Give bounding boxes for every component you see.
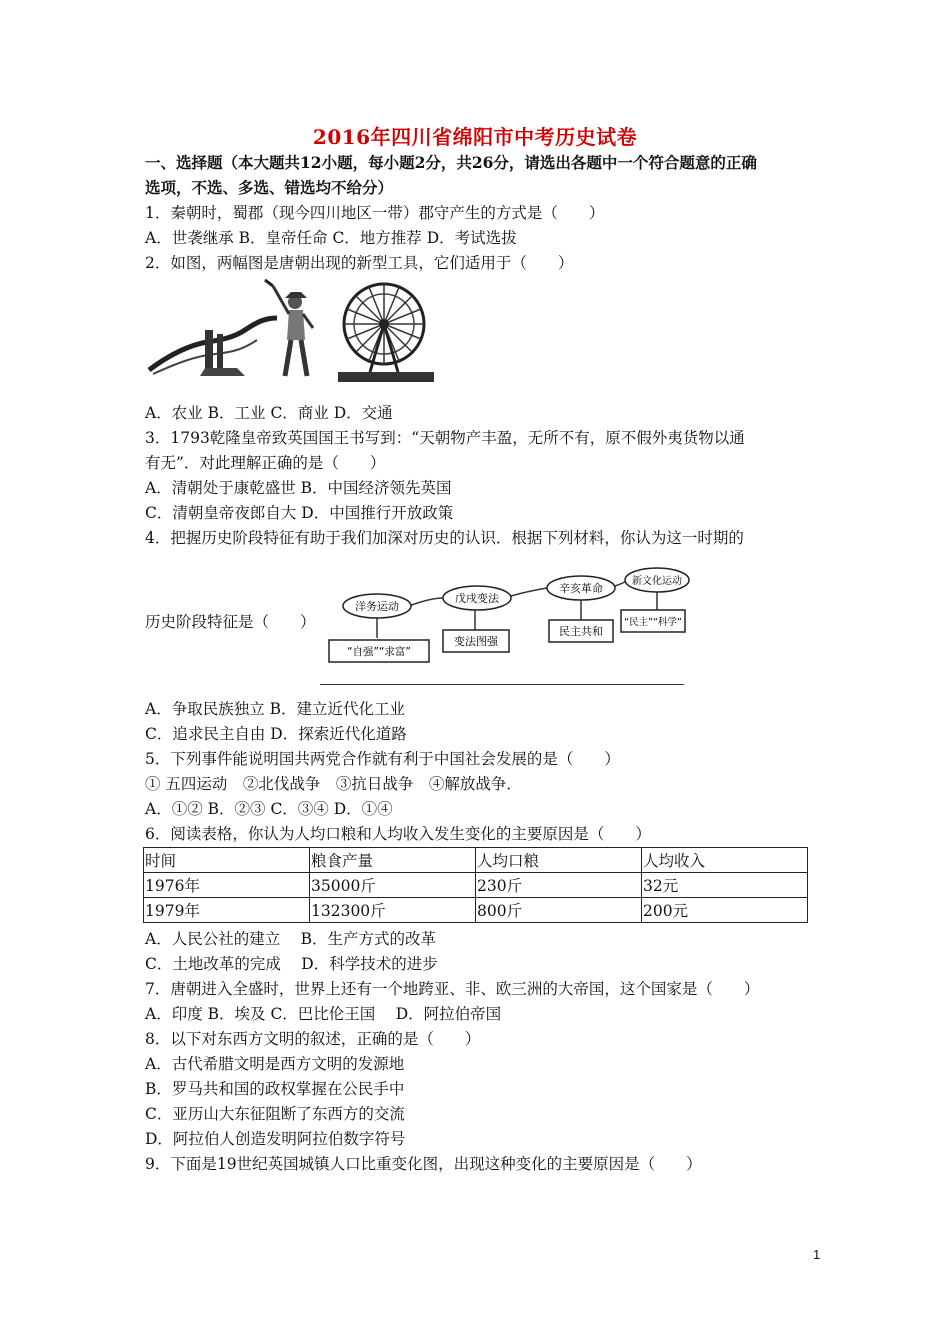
question-6: 6．阅读表格，你认为人均口粮和人均收入发生变化的主要原因是（ ） [145, 825, 651, 843]
q4-event-label: 洋务运动 [355, 600, 399, 613]
question-5-options: A．①② B．②③ C．③④ D．①④ [145, 800, 393, 818]
q4-event-label: 戊戌变法 [455, 592, 499, 605]
question-2: 2．如图，两幅图是唐朝出现的新型工具，它们适用于（ ） [145, 254, 574, 272]
q4-event-label: 辛亥革命 [559, 582, 603, 595]
question-4-line1: 4．把握历史阶段特征有助于我们加深对历史的认识．根据下列材料，你认为这一时期的 [145, 529, 744, 547]
table-cell: 800斤 [476, 898, 642, 923]
section-heading-line2: 选项，不选、多选、错选均不给分） [145, 178, 394, 197]
question-5: 5．下列事件能说明国共两党合作就有利于中国社会发展的是（ ） [145, 750, 620, 768]
q4-theme-label: 民主共和 [559, 625, 603, 638]
q4-theme-label: “民主”“科学” [624, 617, 682, 628]
question-8: 8．以下对东西方文明的叙述，正确的是（ ） [145, 1030, 481, 1048]
page-title: 2016年四川省绵阳市中考历史试卷 [312, 125, 638, 149]
question-3-line2: 有无”．对此理解正确的是（ ） [145, 454, 386, 472]
question-5-items: ① 五四运动 ②北伐战争 ③抗日战争 ④解放战争． [145, 775, 522, 793]
table-header-cell: 人均收入 [642, 848, 808, 873]
question-6-options-ab: A．人民公社的建立 B．生产方式的改革 [145, 930, 437, 948]
q4-event-label: 新文化运动 [632, 576, 682, 587]
water-wheel-illustration [336, 276, 436, 384]
question-9: 9．下面是19世纪英国城镇人口比重变化图，出现这种变化的主要原因是（ ） [145, 1155, 702, 1173]
table-header-cell: 粮食产量 [310, 848, 476, 873]
question-4-options-cd: C．追求民主自由 D．探索近代化道路 [145, 725, 407, 743]
question-8-option-b: B．罗马共和国的政权掌握在公民手中 [145, 1080, 405, 1098]
table-cell: 35000斤 [310, 873, 476, 898]
table-header-row [144, 848, 808, 873]
table-row [144, 898, 808, 923]
question-4-line2: 历史阶段特征是（ ） [145, 613, 316, 631]
question-1-options: A．世袭继承 B．皇帝任命 C．地方推荐 D．考试选拔 [145, 229, 517, 247]
curved-plow-illustration [145, 278, 320, 383]
question-3-line1: 3．1793乾隆皇帝致英国国王书写到：“天朝物产丰盈，无所不有，原不假外夷货物以通 [145, 429, 745, 447]
table-cell: 132300斤 [310, 898, 476, 923]
question-2-options: A．农业 B．工业 C．商业 D．交通 [145, 404, 393, 422]
divider-line [320, 684, 684, 685]
table-row [144, 873, 808, 898]
question-8-option-a: A．古代希腊文明是西方文明的发源地 [145, 1055, 405, 1073]
page-number: 1 [813, 1247, 821, 1262]
question-7: 7．唐朝进入全盛时，世界上还有一个地跨亚、非、欧三洲的大帝国，这个国家是（ ） [145, 980, 760, 998]
question-1: 1．秦朝时，蜀郡（现今四川地区一带）郡守产生的方式是（ ） [145, 204, 605, 222]
question-3-options-ab: A．清朝处于康乾盛世 B．中国经济领先英国 [145, 479, 452, 497]
section-heading-line1: 一、选择题（本大题共12小题，每小题2分，共26分，请选出各题中一个符合题意的正确 [145, 153, 757, 172]
question-4-options-ab: A．争取民族独立 B．建立近代化工业 [145, 700, 406, 718]
question-6-options-cd: C．土地改革的完成 D．科学技术的进步 [145, 955, 438, 973]
table-cell: 32元 [642, 873, 808, 898]
q4-theme-label: 变法图强 [454, 635, 498, 648]
question-8-option-c: C．亚历山大东征阻断了东西方的交流 [145, 1105, 405, 1123]
table-cell: 1979年 [144, 898, 310, 923]
table-header-cell: 人均口粮 [476, 848, 642, 873]
question-8-option-d: D．阿拉伯人创造发明阿拉伯数字符号 [145, 1130, 406, 1148]
table-cell: 200元 [642, 898, 808, 923]
table-cell: 1976年 [144, 873, 310, 898]
table-header-cell: 时间 [144, 848, 310, 873]
q6-data-table [143, 847, 808, 923]
table-cell: 230斤 [476, 873, 642, 898]
q4-events-diagram [325, 560, 690, 672]
question-7-options: A．印度 B．埃及 C．巴比伦王国 D．阿拉伯帝国 [145, 1005, 502, 1023]
question-3-options-cd: C．清朝皇帝夜郎自大 D．中国推行开放政策 [145, 504, 454, 522]
q4-theme-label: “自强”“求富” [347, 646, 411, 658]
